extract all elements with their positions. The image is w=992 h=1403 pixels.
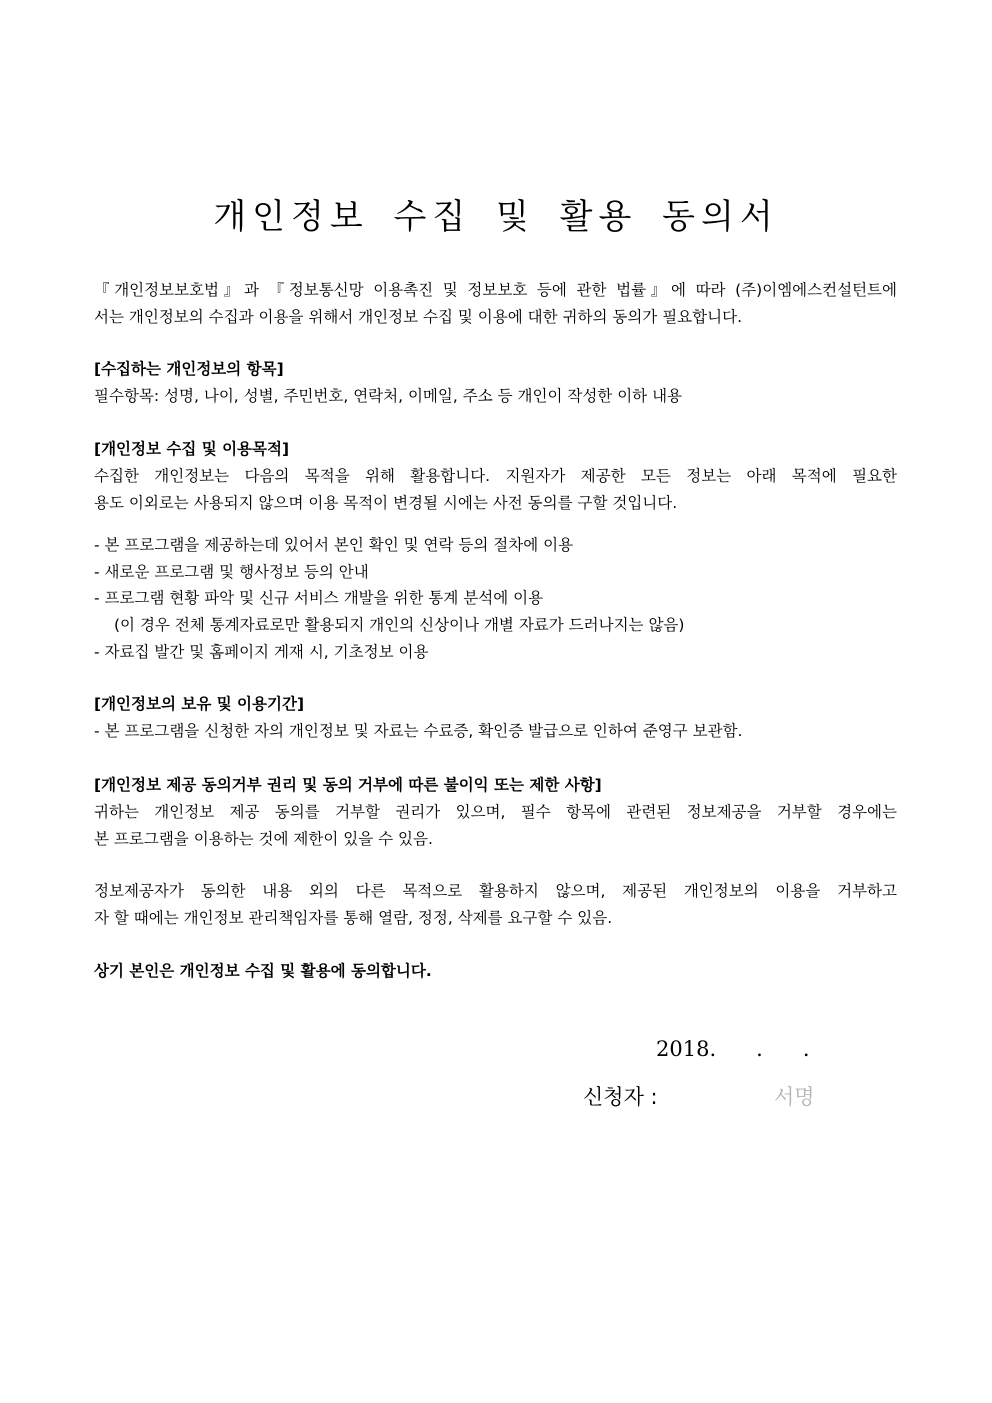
section-body-retention: - 본 프로그램을 신청한 자의 개인정보 및 자료는 수료증, 확인증 발급으로 인하여 준영구 보관함. — [94, 722, 743, 740]
intro-line-2: 서는 개인정보의 수집과 이용을 위해서 개인정보 수집 및 이용에 대한 귀하의 동의가 필요합니다. — [94, 308, 743, 326]
purpose-bullet-3-note: (이 경우 전체 통계자료로만 활용되지 개인의 신상이나 개별 자료가 드러나지는 않음) — [114, 616, 685, 634]
applicant-label: 신청자 : — [583, 1085, 658, 1109]
purpose-bullet-2: - 새로운 프로그램 및 행사정보 등의 안내 — [94, 563, 369, 581]
section-body-items: 필수항목: 성명, 나이, 성별, 주민번호, 연락처, 이메일, 주소 등 개인이 작성한 이하 내용 — [94, 387, 683, 405]
section-heading-items: [수집하는 개인정보의 항목] — [94, 360, 284, 378]
purpose-body-line-1: 수집한 개인정보는 다음의 목적을 위해 활용합니다. 지원자가 제공한 모든 정보는 아래 목적에 필요한 — [94, 467, 897, 485]
purpose-bullet-4: - 자료집 발간 및 홈페이지 게재 시, 기초정보 이용 — [94, 643, 429, 661]
purpose-body-line-2: 용도 이외로는 사용되지 않으며 이용 목적이 변경될 시에는 사전 동의를 구할 것입니다. — [94, 494, 678, 512]
document-title: 개인정보 수집 및 활용 동의서 — [213, 197, 779, 237]
signature-placeholder: 서명 — [774, 1085, 815, 1109]
signature-date: 2018. . . — [656, 1037, 810, 1061]
section-heading-refusal: [개인정보 제공 동의거부 권리 및 동의 거부에 따른 불이익 또는 제한 사항] — [94, 776, 602, 794]
section-heading-purpose: [개인정보 수집 및 이용목적] — [94, 440, 290, 458]
purpose-bullet-3: - 프로그램 현황 파악 및 신규 서비스 개발을 위한 통계 분석에 이용 — [94, 589, 544, 607]
refusal-body-line-1: 귀하는 개인정보 제공 동의를 거부할 권리가 있으며, 필수 항목에 관련된 정보제공을 거부할 경우에는 — [94, 803, 897, 821]
refusal-body-line-2: 본 프로그램을 이용하는 것에 제한이 있을 수 있음. — [94, 830, 433, 848]
consent-statement: 상기 본인은 개인정보 수집 및 활용에 동의합니다. — [94, 962, 432, 980]
refusal-body2-line-1: 정보제공자가 동의한 내용 외의 다른 목적으로 활용하지 않으며, 제공된 개인정보의 이용을 거부하고 — [94, 882, 897, 900]
intro-line-1: 『개인정보보호법』과 『정보통신망 이용촉진 및 정보보호 등에 관한 법률』에 따라 (주)이엠에스컨설턴트에 — [94, 281, 897, 299]
section-heading-retention: [개인정보의 보유 및 이용기간] — [94, 695, 305, 713]
purpose-bullet-1: - 본 프로그램을 제공하는데 있어서 본인 확인 및 연락 등의 절차에 이용 — [94, 536, 574, 554]
refusal-body2-line-2: 자 할 때에는 개인정보 관리책임자를 통해 열람, 정정, 삭제를 요구할 수 있음. — [94, 909, 613, 927]
